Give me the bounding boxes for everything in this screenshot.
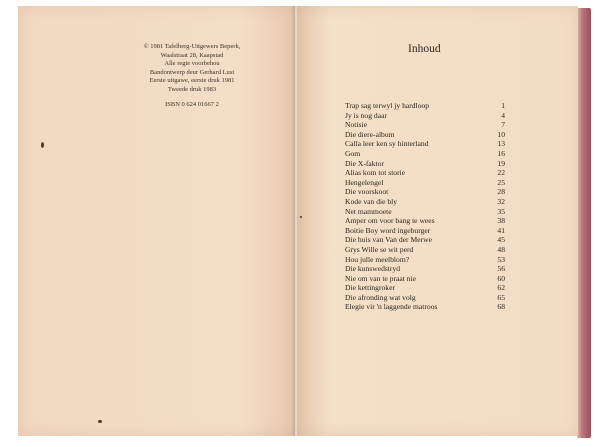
toc-entry-page: 19 xyxy=(497,158,505,168)
toc-entry-title: Net mammoete xyxy=(345,206,392,216)
toc-entry-title: Alias kom tot storie xyxy=(345,168,406,178)
toc-entry-page: 7 xyxy=(501,120,505,130)
toc-entry-page: 4 xyxy=(501,110,505,120)
toc-entry-page: 60 xyxy=(497,273,505,283)
toc-entry xyxy=(345,187,505,197)
toc-entry xyxy=(345,255,505,265)
toc-entry-page: 1 xyxy=(501,101,505,110)
toc-entry-title: Notisie xyxy=(345,120,367,130)
toc-entry-page: 22 xyxy=(497,168,505,178)
left-page xyxy=(18,6,295,436)
toc-entry xyxy=(345,283,505,293)
toc-entry-title: Grys Wille se wit perd xyxy=(345,244,414,254)
toc-entry-page: 53 xyxy=(497,254,505,264)
toc-entry xyxy=(345,159,505,169)
toc-entry-page: 45 xyxy=(497,235,505,245)
toc-entry-title: Boitie Boy word ingeburger xyxy=(345,225,431,235)
toc-entry-page: 13 xyxy=(497,139,505,149)
toc-entry xyxy=(345,139,505,149)
toc-entry xyxy=(345,264,505,274)
toc-entry xyxy=(345,111,505,121)
toc-entry-page: 41 xyxy=(497,225,505,235)
toc-entry-page: 38 xyxy=(497,216,505,226)
toc-entry-page: 32 xyxy=(497,196,505,206)
toc-entry-title: Hengelengel xyxy=(345,177,384,187)
table-of-contents xyxy=(345,101,505,312)
imprint-line: Tweede druk 1983 xyxy=(167,85,217,93)
imprint-line: Waalstraat 28, Kaapstad xyxy=(160,51,224,59)
toc-entry-title: Gom xyxy=(345,148,361,158)
toc-entry-page: 25 xyxy=(497,177,505,187)
toc-entry-page: 48 xyxy=(497,244,505,254)
paper-speck xyxy=(98,420,102,423)
paper-speck xyxy=(300,216,302,218)
toc-entry-title: Calla leer ken sy hinterland xyxy=(345,139,429,149)
imprint-line: Alle regte voorbehou xyxy=(164,60,220,68)
toc-entry xyxy=(345,293,505,303)
toc-entry-page: 16 xyxy=(497,148,505,158)
toc-entry-title: Hou julle meelblom? xyxy=(345,254,410,264)
isbn-line: ISBN 0 624 01667 2 xyxy=(165,100,219,108)
toc-entry-page: 28 xyxy=(497,187,505,197)
imprint-line: Eerste uitgawe, eerste druk 1981 xyxy=(149,77,235,85)
toc-entry xyxy=(345,216,505,226)
toc-entry-page: 65 xyxy=(497,292,505,302)
toc-entry-page: 62 xyxy=(497,283,505,293)
toc-entry-title: Amper om voor bang te wees xyxy=(345,216,435,226)
toc-entry xyxy=(345,149,505,159)
toc-entry xyxy=(345,226,505,236)
toc-entry-title: Kode van die bly xyxy=(345,196,398,206)
imprint-line: © 1981 Tafelberg-Uitgewers Beperk, xyxy=(143,43,241,50)
toc-entry xyxy=(345,235,505,245)
toc-entry-title: Die kunswedstryd xyxy=(345,264,401,274)
toc-entry-title: Die afronding wat volg xyxy=(345,292,416,302)
toc-entry-title: Die voorskoot xyxy=(345,187,389,197)
toc-entry-title: Die X-faktor xyxy=(345,158,385,168)
book-cover-edge xyxy=(577,8,591,438)
toc-entry-title: Die diere-album xyxy=(345,129,395,139)
toc-entry xyxy=(345,245,505,255)
toc-entry-title: Elegie vir 'n laggende matroos xyxy=(345,302,438,312)
toc-entry-page: 10 xyxy=(497,129,505,139)
toc-entry-title: Die huis van Van der Merwe xyxy=(345,235,432,245)
toc-entry xyxy=(345,178,505,188)
toc-entry-title: Trap sag terwyl jy hardloop xyxy=(345,101,430,110)
toc-entry-title: Nie om van te praat nie xyxy=(345,273,417,283)
copyright-imprint xyxy=(122,43,262,109)
imprint-line: Bandontwerp deur Gerhard Lust xyxy=(149,68,235,76)
toc-entry xyxy=(345,302,505,312)
toc-entry-page: 68 xyxy=(497,302,505,312)
toc-entry xyxy=(345,274,505,284)
paper-speck xyxy=(41,142,44,148)
toc-entry xyxy=(345,168,505,178)
toc-entry xyxy=(345,120,505,130)
toc-entry-title: Die kettingroker xyxy=(345,283,395,293)
toc-entry xyxy=(345,130,505,140)
toc-entry-page: 56 xyxy=(497,264,505,274)
toc-entry-title: Jy is nog daar xyxy=(345,110,387,120)
contents-title: Inhoud xyxy=(408,43,441,55)
toc-entry xyxy=(345,101,505,111)
toc-entry xyxy=(345,207,505,217)
toc-entry-page: 35 xyxy=(497,206,505,216)
toc-entry xyxy=(345,197,505,207)
